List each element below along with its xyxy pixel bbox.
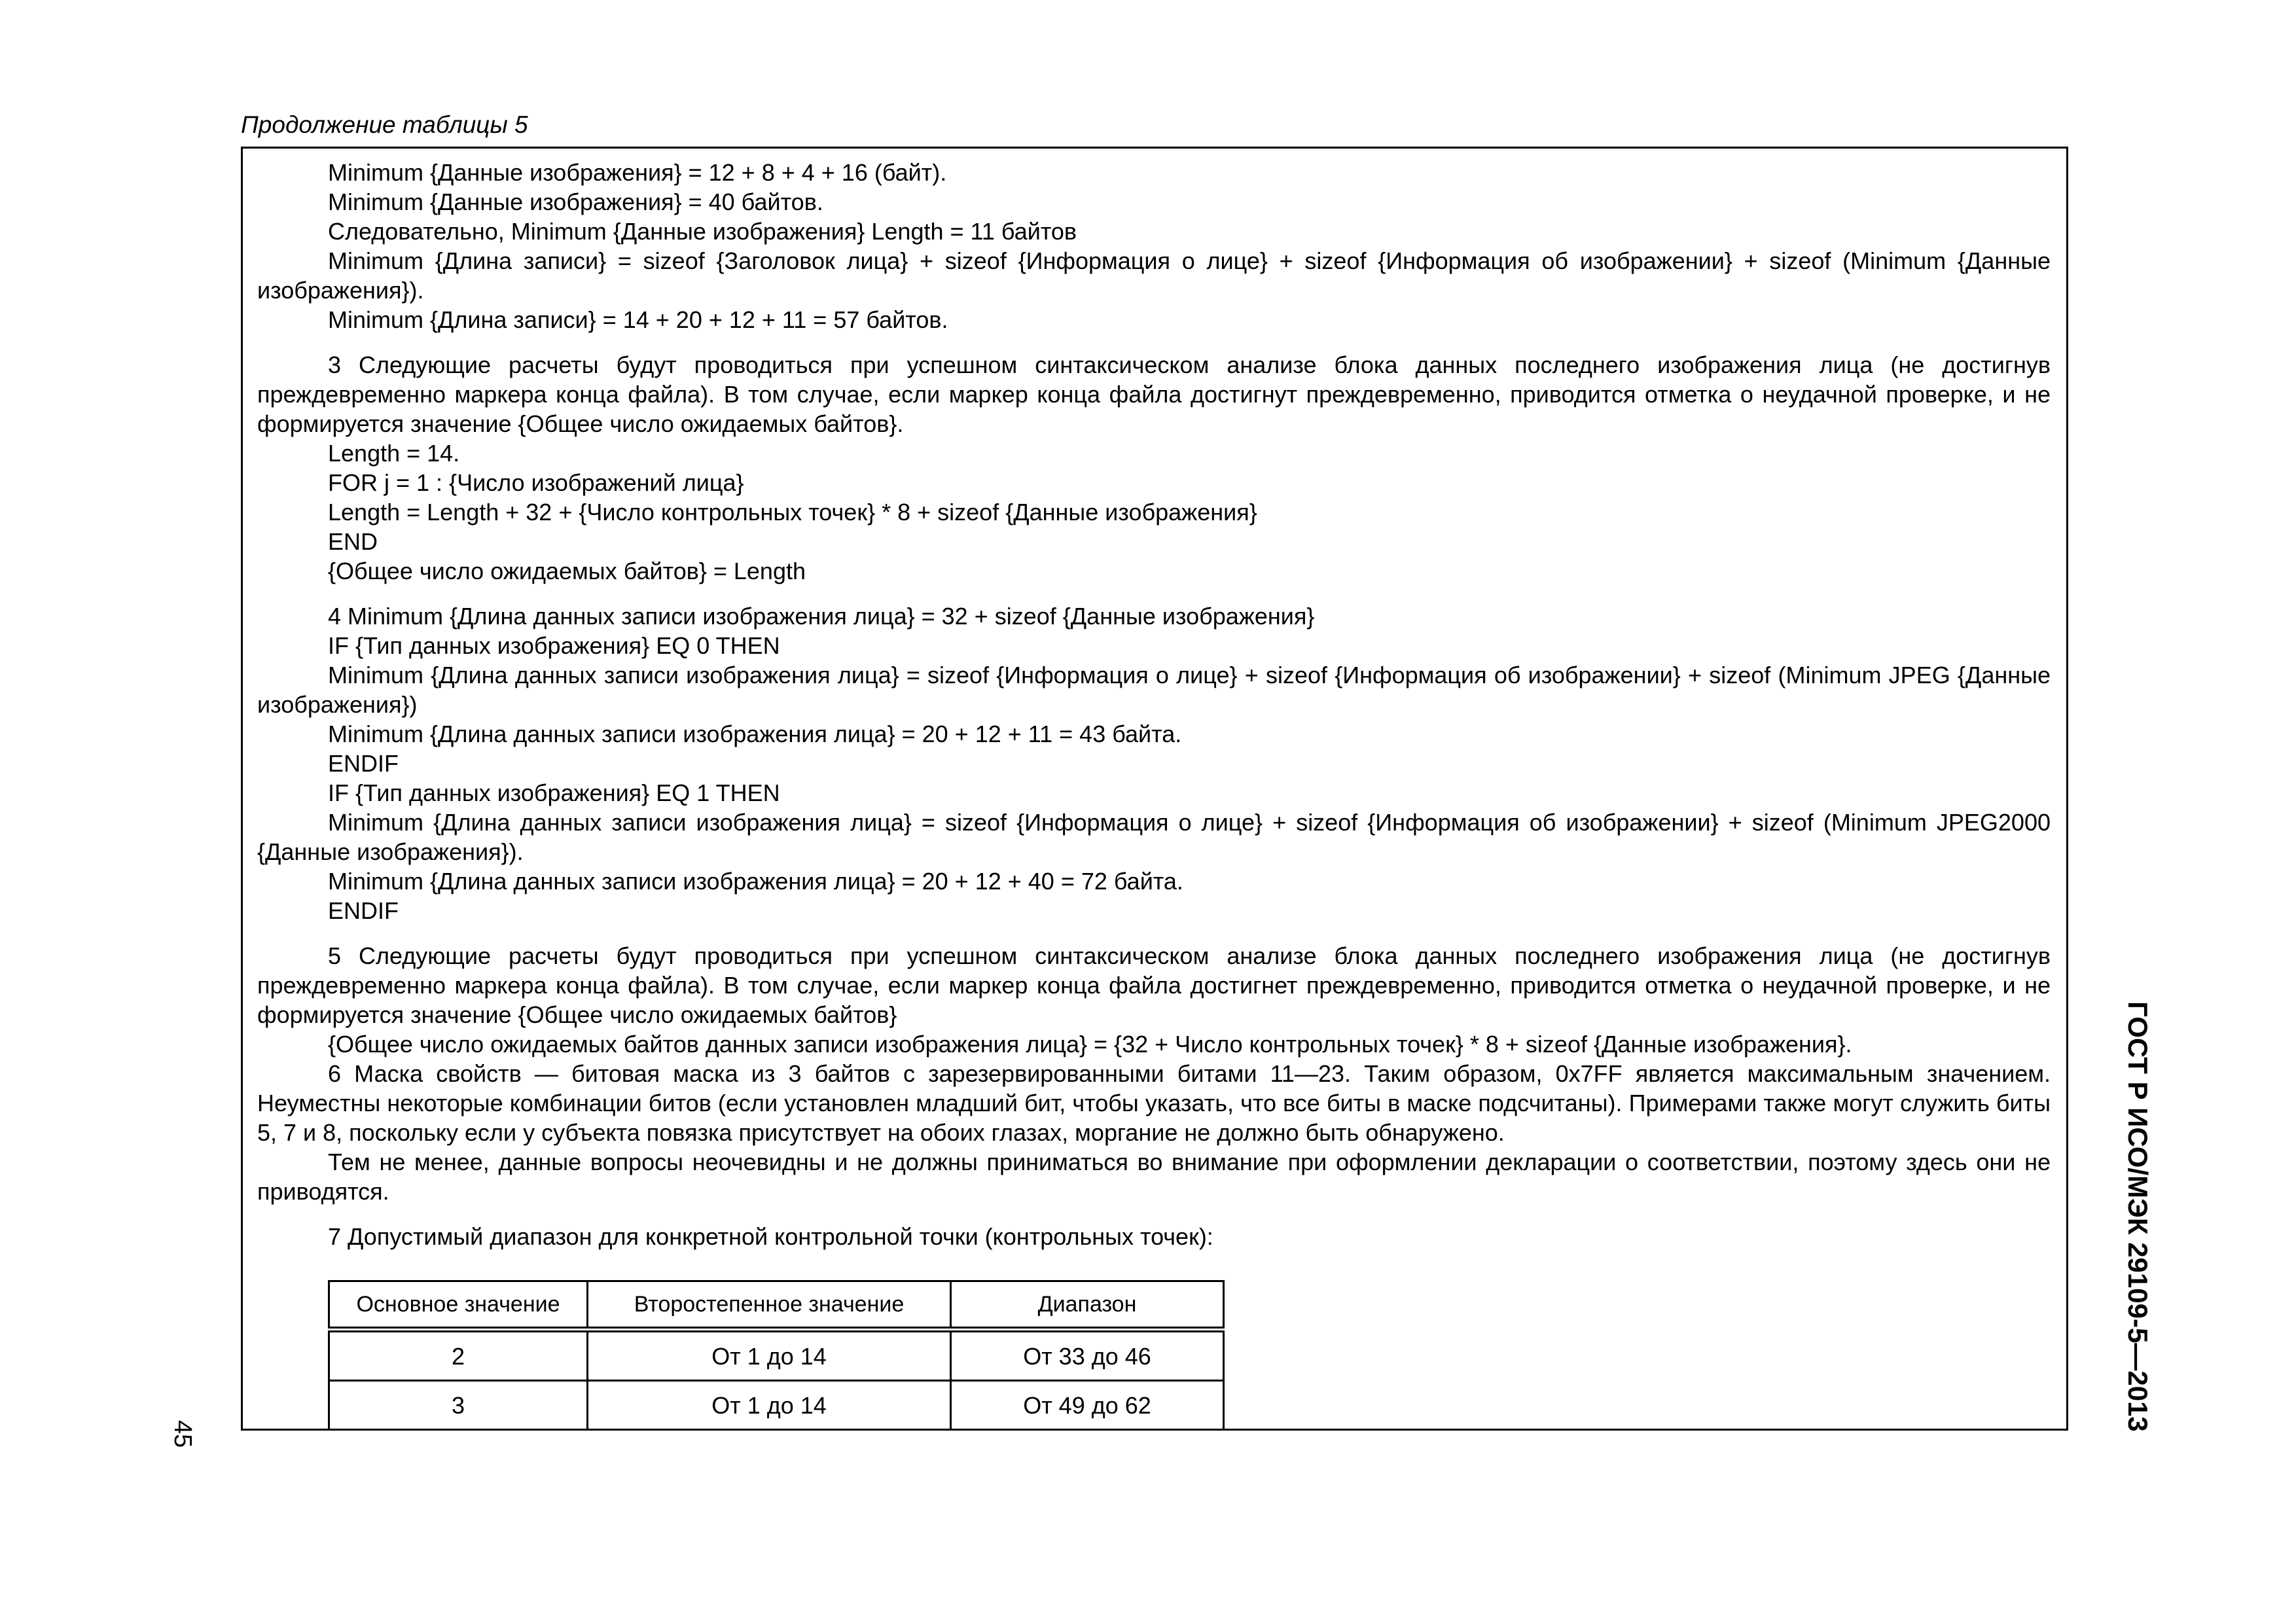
table-cell: 3: [329, 1381, 588, 1430]
code-line: IF {Тип данных изображения} EQ 0 THEN: [328, 632, 780, 659]
note-5-paragraph: 5 Следующие расчеты будут проводиться при успешном синтаксическом анализе блока данных последнего изображения лица (не достигнув преждевременно маркера конца файла). В том случае, если маркер конца файла достигнет преждевременно, приводится отметка о неудачной проверке, и не формируется значение {Общее число ожидаемых байтов}: [257, 942, 2051, 1028]
text-line: Следовательно, Minimum {Данные изображения} Length = 11 байтов: [328, 218, 1077, 245]
code-line: END: [328, 528, 378, 555]
table-frame: [241, 147, 2068, 1431]
code-line: FOR j = 1 : {Число изображений лица}: [328, 469, 744, 496]
table-header-row: [329, 1281, 1224, 1330]
code-line: Minimum {Длина данных записи изображения лица} = 20 + 12 + 40 = 72 байта.: [328, 868, 1183, 895]
ranges-table: [328, 1280, 1225, 1431]
text-line: Minimum {Данные изображения} = 40 байтов.: [328, 188, 823, 215]
table-cell: От 49 до 62: [951, 1381, 1224, 1430]
table-row: [329, 1381, 1224, 1430]
code-line: ENDIF: [328, 750, 399, 777]
text-line: Minimum {Длина записи} = sizeof {Заголовок лица} + sizeof {Информация о лице} + sizeof {Информация об изображении} + sizeof (Minimum {Данные изображения}).: [257, 247, 2051, 304]
text-line: Minimum {Длина данных записи изображения лица} = sizeof {Информация о лице} + sizeof {Информация об изображении} + sizeof (Minimum JPEG {Данные изображения}): [257, 662, 2051, 718]
table-continuation-caption: Продолжение таблицы 5: [241, 111, 528, 138]
column-header: Диапазон: [951, 1281, 1224, 1330]
note-3-paragraph: 3 Следующие расчеты будут проводиться при успешном синтаксическом анализе блока данных последнего изображения лица (не достигнув преждевременно маркера конца файла). В том случае, если маркер конца файла достигнут преждевременно, приводится отметка о неудачной проверке, и не формируется значение {Общее число ожидаемых байтов}.: [257, 351, 2051, 437]
text-line: {Общее число ожидаемых байтов данных записи изображения лица} = {32 + Число контрольных точек} * 8 + sizeof {Данные изображения}.: [328, 1031, 1852, 1058]
standard-code: ГОСТ Р ИСО/МЭК 29109-5—2013: [2123, 1001, 2153, 1432]
text-line: Minimum {Данные изображения} = 12 + 8 + 4 + 16 (байт).: [328, 159, 947, 186]
table-cell-content: [257, 158, 2051, 1431]
column-header: Второстепенное значение: [588, 1281, 951, 1330]
text-line: Minimum {Длина данных записи изображения лица} = sizeof {Информация о лице} + sizeof {Информация об изображении} + sizeof (Minimum JPEG2000 {Данные изображения}).: [257, 809, 2051, 865]
code-line: ENDIF: [328, 897, 399, 924]
code-line: Length = 14.: [328, 440, 460, 467]
note-6-paragraph: 6 Маска свойств — битовая маска из 3 байтов с зарезервированными битами 11—23. Таким образом, 0x7FF является максимальным значением. Неуместны некоторые комбинации битов (если установлен младший бит, чтобы указать, что все биты в маске подсчитаны). Примерами также могут служить биты 5, 7 и 8, поскольку если у субъекта повязка присутствует на обоих глазах, моргание не должно быть обнаружено.: [257, 1060, 2051, 1146]
code-line: {Общее число ожидаемых байтов} = Length: [328, 558, 806, 584]
table-cell: От 1 до 14: [588, 1381, 951, 1430]
column-header: Основное значение: [329, 1281, 588, 1330]
table-cell: 2: [329, 1330, 588, 1381]
note-7-line: 7 Допустимый диапазон для конкретной контрольной точки (контрольных точек):: [328, 1223, 1213, 1250]
code-line: Length = Length + 32 + {Число контрольных точек} * 8 + sizeof {Данные изображения}: [328, 499, 1257, 526]
note-4-line: 4 Minimum {Длина данных записи изображения лица} = 32 + sizeof {Данные изображения}: [328, 603, 1315, 630]
code-line: Minimum {Длина данных записи изображения лица} = 20 + 12 + 11 = 43 байта.: [328, 721, 1182, 747]
table-cell: От 33 до 46: [951, 1330, 1224, 1381]
text-line: Minimum {Длина записи} = 14 + 20 + 12 + 11 = 57 байтов.: [328, 306, 948, 333]
page-number: 45: [169, 1420, 196, 1448]
text-paragraph: Тем не менее, данные вопросы неочевидны и не должны приниматься во внимание при оформлении декларации о соответствии, поэтому здесь они не приводятся.: [257, 1149, 2051, 1205]
code-line: IF {Тип данных изображения} EQ 1 THEN: [328, 779, 780, 806]
table-row: [329, 1330, 1224, 1381]
table-cell: От 1 до 14: [588, 1330, 951, 1381]
